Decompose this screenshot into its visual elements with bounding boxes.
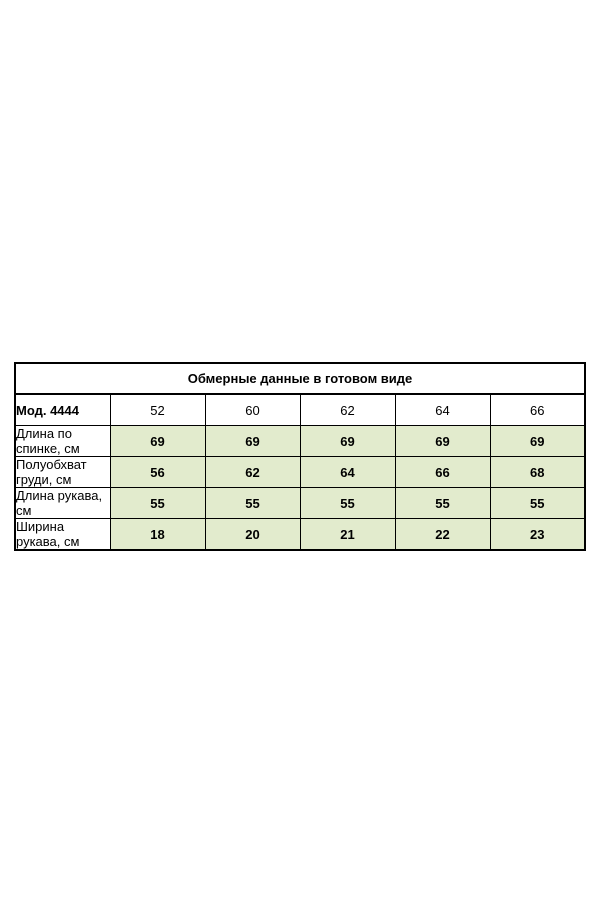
cell-r3-c4: 23 bbox=[490, 519, 585, 551]
cell-r1-c0: 56 bbox=[110, 457, 205, 488]
cell-r3-c0: 18 bbox=[110, 519, 205, 551]
row-label-sleeve-length: Длина рукава, см bbox=[15, 488, 110, 519]
row-label-sleeve-width: Ширина рукава, см bbox=[15, 519, 110, 551]
measurement-sheet bbox=[14, 362, 586, 551]
cell-r1-c4: 68 bbox=[490, 457, 585, 488]
table-row bbox=[15, 519, 585, 551]
size-header-5: 66 bbox=[490, 394, 585, 426]
cell-r0-c3: 69 bbox=[395, 426, 490, 457]
cell-r0-c4: 69 bbox=[490, 426, 585, 457]
size-header-2: 60 bbox=[205, 394, 300, 426]
table-title-row bbox=[15, 363, 585, 394]
size-header-3: 62 bbox=[300, 394, 395, 426]
model-label: Мод. 4444 bbox=[15, 394, 110, 426]
cell-r1-c1: 62 bbox=[205, 457, 300, 488]
cell-r0-c0: 69 bbox=[110, 426, 205, 457]
cell-r0-c1: 69 bbox=[205, 426, 300, 457]
table-title: Обмерные данные в готовом виде bbox=[15, 363, 585, 394]
table-header-row bbox=[15, 394, 585, 426]
cell-r3-c3: 22 bbox=[395, 519, 490, 551]
size-header-4: 64 bbox=[395, 394, 490, 426]
row-label-back-length: Длина по спинке, см bbox=[15, 426, 110, 457]
cell-r0-c2: 69 bbox=[300, 426, 395, 457]
cell-r1-c3: 66 bbox=[395, 457, 490, 488]
cell-r2-c1: 55 bbox=[205, 488, 300, 519]
cell-r3-c2: 21 bbox=[300, 519, 395, 551]
table-row bbox=[15, 457, 585, 488]
size-header-1: 52 bbox=[110, 394, 205, 426]
table-row bbox=[15, 488, 585, 519]
cell-r2-c3: 55 bbox=[395, 488, 490, 519]
cell-r2-c4: 55 bbox=[490, 488, 585, 519]
cell-r1-c2: 64 bbox=[300, 457, 395, 488]
measurements-table bbox=[14, 362, 586, 551]
row-label-chest: Полуобхват груди, см bbox=[15, 457, 110, 488]
table-row bbox=[15, 426, 585, 457]
cell-r3-c1: 20 bbox=[205, 519, 300, 551]
cell-r2-c2: 55 bbox=[300, 488, 395, 519]
cell-r2-c0: 55 bbox=[110, 488, 205, 519]
